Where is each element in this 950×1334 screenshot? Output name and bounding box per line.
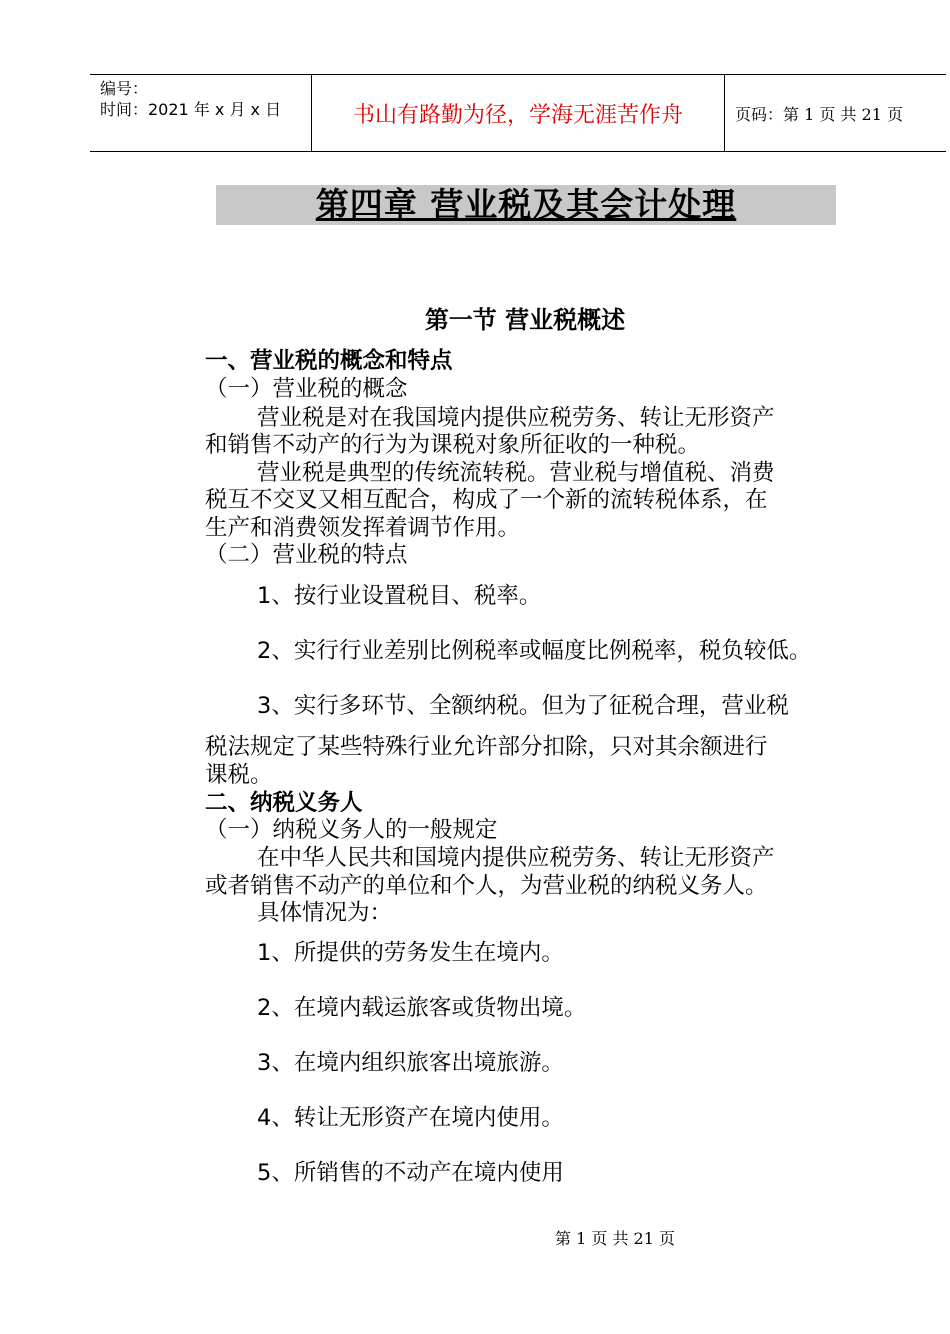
list-item: 1、所提供的劳务发生在境内。 <box>257 940 564 966</box>
chapter-title: 第四章 营业税及其会计处理 <box>216 185 836 225</box>
code-label: 编号： <box>100 79 149 98</box>
paragraph-line: 和销售不动产的行为为课税对象所征收的一种税。 <box>205 432 701 458</box>
heading-concept: 一、营业税的概念和特点 <box>205 348 453 374</box>
heading-taxpayer: 二、纳税义务人 <box>205 790 363 816</box>
time-label: 时间：2021 年 x 月 x 日 <box>100 100 282 119</box>
list-item: 1、按行业设置税目、税率。 <box>257 583 542 609</box>
document-header <box>90 74 946 152</box>
paragraph-line: 生产和消费领发挥着调节作用。 <box>205 515 521 541</box>
header-meta <box>90 75 312 151</box>
paragraph-line: 营业税是典型的传统流转税。营业税与增值税、消费 <box>257 460 775 486</box>
paragraph-line: 在中华人民共和国境内提供应税劳务、转让无形资产 <box>257 845 775 871</box>
paragraph-line: 营业税是对在我国境内提供应税劳务、转让无形资产 <box>257 405 775 431</box>
list-item: 3、在境内组织旅客出境旅游。 <box>257 1050 564 1076</box>
paragraph-line: 税互不交叉又相互配合，构成了一个新的流转税体系，在 <box>205 487 768 513</box>
header-page-info: 页码：第 1 页 共 21 页 <box>735 104 903 124</box>
paragraph-line: 或者销售不动产的单位和个人，为营业税的纳税义务人。 <box>205 873 768 899</box>
paragraph-line: 课税。 <box>205 762 273 788</box>
paragraph-line: 具体情况为： <box>257 900 393 926</box>
list-item: 4、转让无形资产在境内使用。 <box>257 1105 564 1131</box>
page-footer: 第 1 页 共 21 页 <box>555 1229 675 1248</box>
section-title: 第一节 营业税概述 <box>424 305 626 334</box>
list-item: 3、实行多环节、全额纳税。但为了征税合理，营业税 <box>257 693 789 719</box>
list-item: 5、所销售的不动产在境内使用 <box>257 1160 564 1186</box>
subheading-taxpayer: （一）纳税义务人的一般规定 <box>205 817 498 843</box>
list-item: 2、实行行业差别比例税率或幅度比例税率，税负较低。 <box>257 638 812 664</box>
paragraph-line: 税法规定了某些特殊行业允许部分扣除，只对其余额进行 <box>205 734 768 760</box>
subheading-features: （二）营业税的特点 <box>205 542 408 568</box>
header-motto: 书山有路勤为径，学海无涯苦作舟 <box>312 75 725 151</box>
subheading-concept: （一）营业税的概念 <box>205 376 408 402</box>
list-item: 2、在境内载运旅客或货物出境。 <box>257 995 587 1021</box>
